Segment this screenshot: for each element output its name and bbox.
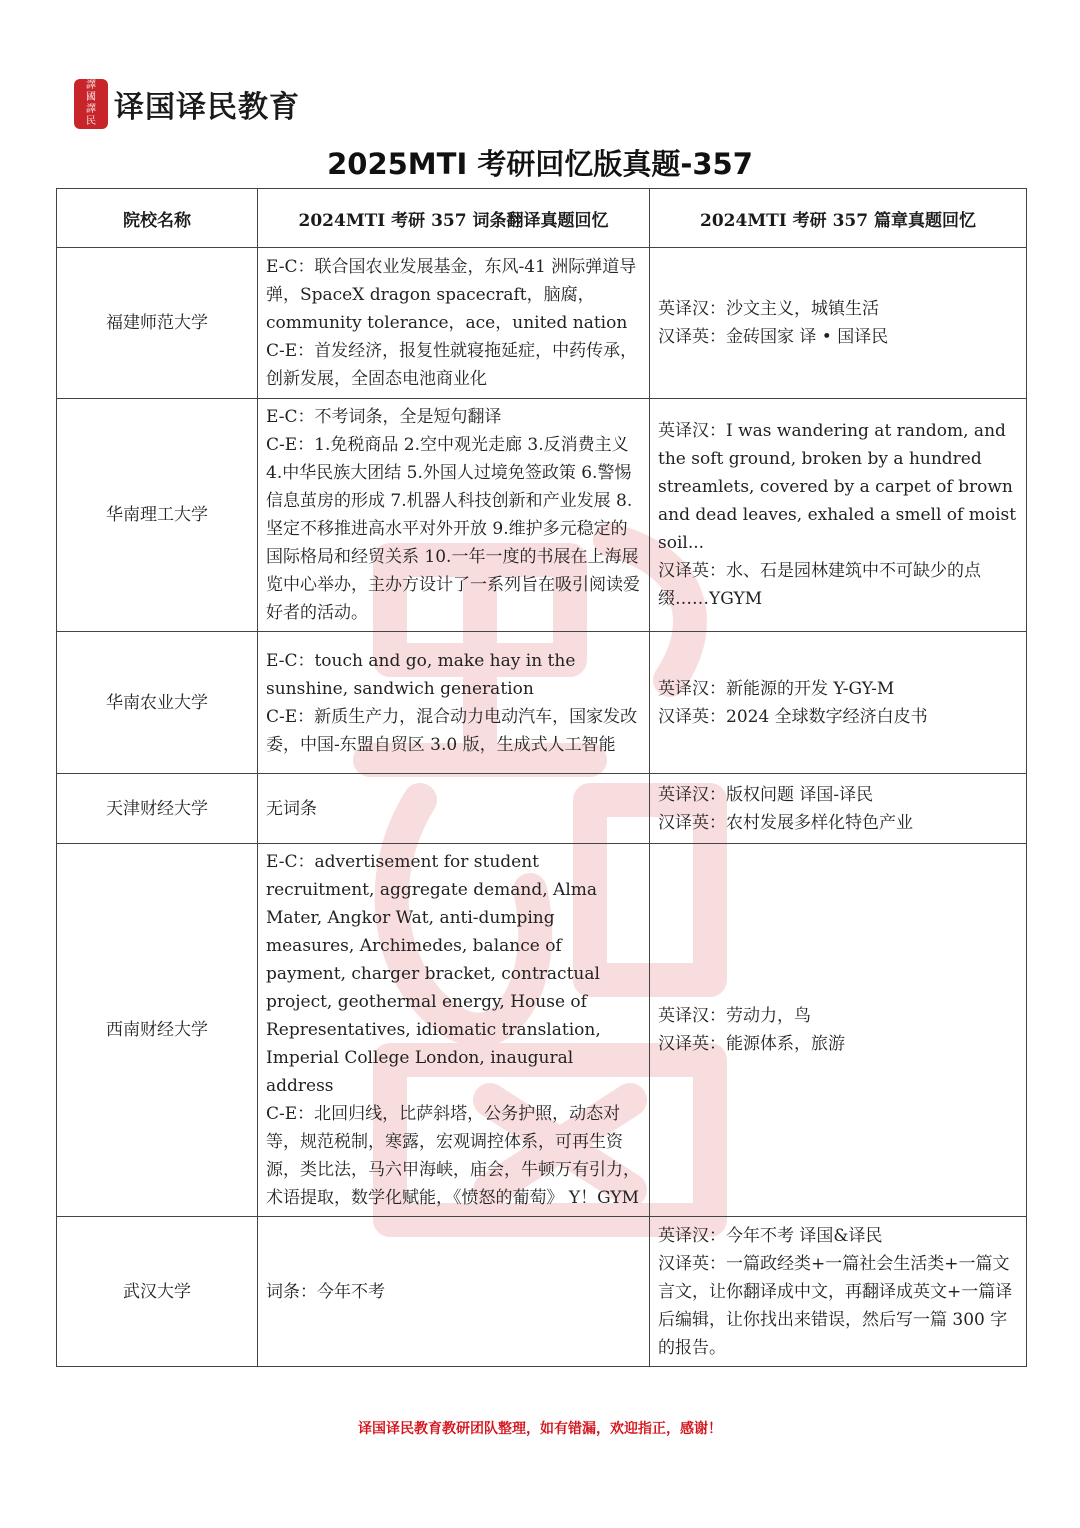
terms-ec: E-C：联合国农业发展基金，东风-41 洲际弹道导弹，SpaceX dragon spacecraft，脑腐，community tolerance，ace，united nation <box>266 257 637 333</box>
school-name: 武汉大学 <box>57 1217 258 1367</box>
passage-ce: 汉译英：能源体系，旅游 <box>658 1034 845 1054</box>
passages-cell <box>650 774 1027 844</box>
seal-logo-icon: 譯 國 譯 民 <box>74 79 108 129</box>
table-row <box>57 774 1027 844</box>
table-row <box>57 844 1027 1217</box>
passage-ec: 英译汉：沙文主义，城镇生活 <box>658 299 879 319</box>
brand-name: 译国译民教育 <box>114 90 300 125</box>
terms-none: 无词条 <box>266 798 317 819</box>
header-school: 院校名称 <box>57 189 258 248</box>
school-name: 华南理工大学 <box>57 399 258 632</box>
terms-none: 词条：今年不考 <box>266 1281 385 1302</box>
passages-cell <box>650 399 1027 632</box>
header-terms: 2024MTI 考研 357 词条翻译真题回忆 <box>258 189 650 248</box>
passages-cell <box>650 844 1027 1217</box>
terms-cell <box>258 399 650 632</box>
passages-cell <box>650 1217 1027 1367</box>
table-row <box>57 632 1027 774</box>
passages-cell <box>650 632 1027 774</box>
table-header-row <box>57 189 1027 248</box>
passage-ce: 汉译英：2024 全球数字经济白皮书 <box>658 706 928 727</box>
terms-cell <box>258 248 650 399</box>
terms-ce: C-E：新质生产力，混合动力电动汽车，国家发改委，中国-东盟自贸区 3.0 版，生成式人工智能 <box>266 706 638 755</box>
terms-cell <box>258 632 650 774</box>
passage-ec: 英译汉：今年不考 译国&译民 <box>658 1225 883 1246</box>
school-name: 西南财经大学 <box>57 844 258 1217</box>
terms-cell <box>258 774 650 844</box>
table-row <box>57 1217 1027 1367</box>
terms-ec: E-C：不考词条，全是短句翻译 <box>266 407 502 427</box>
footer-note: 译国译民教育教研团队整理，如有错漏，欢迎指正，感谢！ <box>358 1421 722 1437</box>
passage-ec: 英译汉：新能源的开发 Y-GY-M <box>658 678 895 699</box>
terms-cell <box>258 1217 650 1367</box>
page-title: 2025MTI 考研回忆版真题-357 <box>327 147 753 181</box>
table-row <box>57 248 1027 399</box>
passage-ec: 英译汉：劳动力，鸟 <box>658 1006 811 1026</box>
header-passages: 2024MTI 考研 357 篇章真题回忆 <box>650 189 1027 248</box>
brand-logo <box>74 76 300 132</box>
terms-ec: E-C：advertisement for student recruitment, aggregate demand, Alma Mater, Angkor Wat, anti-dumping measures, Archimedes, balance of payment, charger bracket, contractual project, geothermal energy, House of Representatives, idiomatic translation, Imperial College London, inaugural address <box>266 852 601 1096</box>
exam-table <box>56 188 1027 1367</box>
passage-ce: 汉译英：金砖国家 译 • 国译民 <box>658 327 889 347</box>
passage-ce: 汉译英：农村发展多样化特色产业 <box>658 812 913 833</box>
passage-ce: 汉译英：一篇政经类+一篇社会生活类+一篇文言文，让你翻译成中文，再翻译成英文+一篇译后编辑，让你找出来错误，然后写一篇 300 字的报告。 <box>658 1253 1013 1358</box>
school-name: 华南农业大学 <box>57 632 258 774</box>
passage-ce: 汉译英：水、石是园林建筑中不可缺少的点缀……YGYM <box>658 561 981 609</box>
terms-cell <box>258 844 650 1217</box>
table-row <box>57 399 1027 632</box>
terms-ce: C-E：北回归线，比萨斜塔，公务护照，动态对等，规范税制，寒露，宏观调控体系，可再生资源，类比法，马六甲海峡，庙会，牛顿万有引力，术语提取，数学化赋能，《愤怒的葡萄》 Y！GYM <box>266 1104 640 1208</box>
terms-ce: C-E：1.免税商品 2.空中观光走廊 3.反消费主义 4.中华民族大团结 5.外国人过境免签政策 6.警惕信息茧房的形成 7.机器人科技创新和产业发展 8.坚定不移推进高水平对外开放 9.维护多元稳定的国际格局和经贸关系 10.一年一度的书展在上海展览中心举办，主办方设计了一系列旨在吸引阅读爱好者的活动。 <box>266 435 640 623</box>
school-name: 福建师范大学 <box>57 248 258 399</box>
passage-ec: 英译汉：I was wandering at random, and the soft ground, broken by a hundred streamlets, covered by a carpet of brown and dead leaves, exhaled a smell of moist soil... <box>658 421 1017 553</box>
passage-ec: 英译汉：版权问题 译国-译民 <box>658 784 874 805</box>
terms-ec: E-C：touch and go, make hay in the sunshine, sandwich generation <box>266 650 576 699</box>
school-name: 天津财经大学 <box>57 774 258 844</box>
passages-cell <box>650 248 1027 399</box>
terms-ce: C-E：首发经济，报复性就寝拖延症，中药传承，创新发展，全固态电池商业化 <box>266 341 638 389</box>
